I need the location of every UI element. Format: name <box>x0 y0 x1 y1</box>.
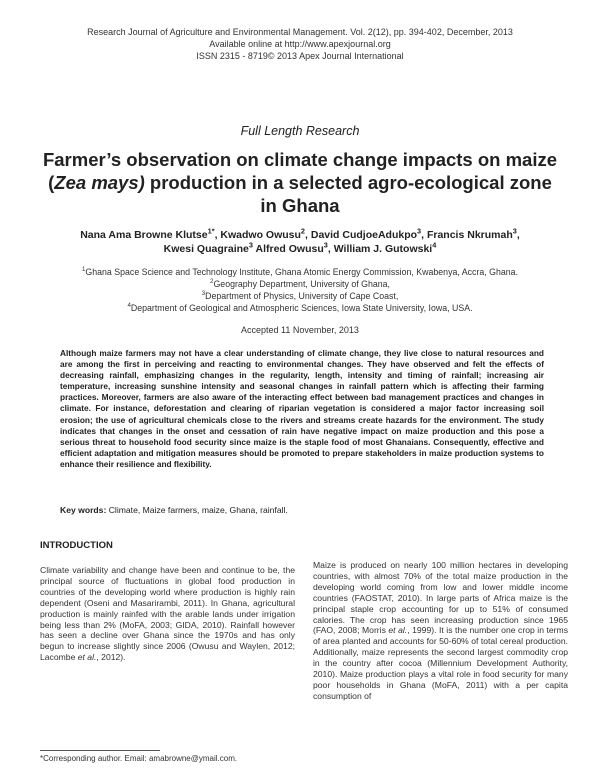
affiliation-number: 3 <box>201 290 206 298</box>
abstract: Although maize farmers may not have a clear understanding of climate change, they live close to natural resources and are among the first in perceiving and reacting to environmental changes. They have observed and felt the effects of decreasing rainfall, emphasizing changes in the regularity, length, intensity and timing of rainfall; increasing air temperature, increasing sunshine intensity and seasonal changes in rainfall pattern which is affecting their farming practices. Moreover, farmers are also aware of the interacting effect between bad management practices and changes in climate. For instance, deforestation and clearing of riparian vegetation is considered a major factor increasing soil erosion; the use of agricultural chemicals close to the rivers and streams create hazards for the environment. The study indicates that changes in the onset and cessation of rain have negative impact on maize production and this pose a serious threat to household food security since maize is the staple food of most Ghanaians. Consequently, effective and efficient adaptation and mitigation measures should be promoted to prepare stakeholders in maize production systems to enhance their resilience and flexibility. <box>60 348 544 469</box>
title-species: Zea mays) <box>54 172 145 193</box>
author-affil: 2 <box>300 226 306 236</box>
body-text-italic: et al. <box>77 652 97 663</box>
body-column-left <box>40 565 295 663</box>
body-text: Climate variability and change have been and continue to be, the principal source of fluctuations in global food production in countries of the developing world where production is highly rain dependent (Oseni and Masarirambi, 2011). In Ghana, agricultural production is mainly rainfed with the arable lands under irrigation being less than 2% (MoFA, 2003; GIDA, 2010). Rainfall however has seen a decline over Ghana since the 1970s and has only begun to increase slightly since 2006 (Owusu and Waylen, 2012; Lacombe <box>40 565 295 663</box>
author-name: Nana Ama Browne Klutse <box>80 229 208 241</box>
affiliation <box>40 290 560 302</box>
body-text-italic: et al. <box>388 625 408 636</box>
author-list <box>40 228 560 256</box>
body-column-right <box>313 560 568 702</box>
author-sep: , <box>305 229 311 241</box>
affiliation <box>40 302 560 314</box>
journal-header <box>0 26 600 62</box>
journal-availability: Available online at http://www.apexjournal.org <box>209 39 391 49</box>
author-affil: 1* <box>207 226 215 236</box>
body-text: , 1999). It is the number one crop in terms of area planted and accounts for 50-60% of total cereal production. Additionally, maize represents the second largest commodity crop in the country after cocoa (Millennium Development Authority, 2010). Maize production plays a vital role in food security for many poor households in Ghana (MoFA, 2011) with a per capita consumption of <box>313 625 568 701</box>
body-text: Maize is produced on nearly 100 million hectares in developing countries, with almost 70% of the total maize production in the developing world coming from low and lower middle income countries (FAOSTAT, 2010). In large parts of Africa maize is the principal staple crop accounting for up to 51% of consumed calories. The crop has seen increasing production since 1965 (FAO, 2008; Morris <box>313 560 568 636</box>
author-name: Kwesi Quagraine <box>163 243 249 255</box>
affiliation <box>40 278 560 290</box>
author-line-2 <box>40 242 560 256</box>
article-type: Full Length Research <box>240 124 360 138</box>
journal-citation: Research Journal of Agriculture and Environmental Management. Vol. 2(12), pp. 394-402, December, 2013 <box>87 27 513 37</box>
author-affil: 3 <box>417 226 422 236</box>
keywords-label: Key words: <box>60 505 107 515</box>
author-name: Alfred Owusu <box>255 243 324 255</box>
paper-title <box>40 148 560 217</box>
affiliation-list <box>40 266 560 314</box>
affiliation-number: 4 <box>127 302 131 310</box>
author-sep: , <box>327 243 334 255</box>
keywords <box>60 505 544 515</box>
footnote-rule <box>40 750 160 751</box>
author-affil: 3 <box>512 226 517 236</box>
affiliation-text: Geography Department, University of Ghana, <box>213 279 390 289</box>
body-text: , 2012). <box>96 652 126 663</box>
title-part-1: Farmer’s observation on climate change impacts on maize ( <box>42 149 558 193</box>
affiliation-text: Department of Physics, University of Cape Coast, <box>205 291 399 301</box>
author-name: Francis Nkrumah <box>426 229 513 241</box>
author-name: William J. Gutowski <box>333 243 433 255</box>
author-sep: , <box>421 229 427 241</box>
keywords-text: Climate, Maize farmers, maize, Ghana, rainfall. <box>106 505 288 515</box>
affiliation <box>40 266 560 278</box>
author-sep: , <box>516 229 520 241</box>
journal-issn: ISSN 2315 - 8719© 2013 Apex Journal International <box>196 51 404 61</box>
affiliation-number: 2 <box>210 278 214 286</box>
author-affil: 4 <box>432 240 437 250</box>
author-name: Kwadwo Owusu <box>220 229 301 241</box>
author-line-1 <box>40 228 560 242</box>
author-sep: , <box>214 229 221 241</box>
title-part-2: production in a selected agro-ecological zone in Ghana <box>144 172 552 216</box>
author-affil: 3 <box>248 240 253 250</box>
affiliation-text: Ghana Space Science and Technology Institute, Ghana Atomic Energy Commission, Kwabenya, Accra, Ghana. <box>85 267 519 277</box>
introduction-heading: INTRODUCTION <box>40 540 113 551</box>
affiliation-text: Department of Geological and Atmospheric Sciences, Iowa State University, Iowa, USA. <box>130 303 473 313</box>
affiliation-number: 1 <box>81 266 86 274</box>
corresponding-author-footnote: *Corresponding author. Email: amabrowne@ymail.com. <box>40 754 238 763</box>
author-affil: 3 <box>323 240 328 250</box>
author-name: David CudjoeAdukpo <box>310 229 418 241</box>
accepted-date: Accepted 11 November, 2013 <box>241 325 359 335</box>
